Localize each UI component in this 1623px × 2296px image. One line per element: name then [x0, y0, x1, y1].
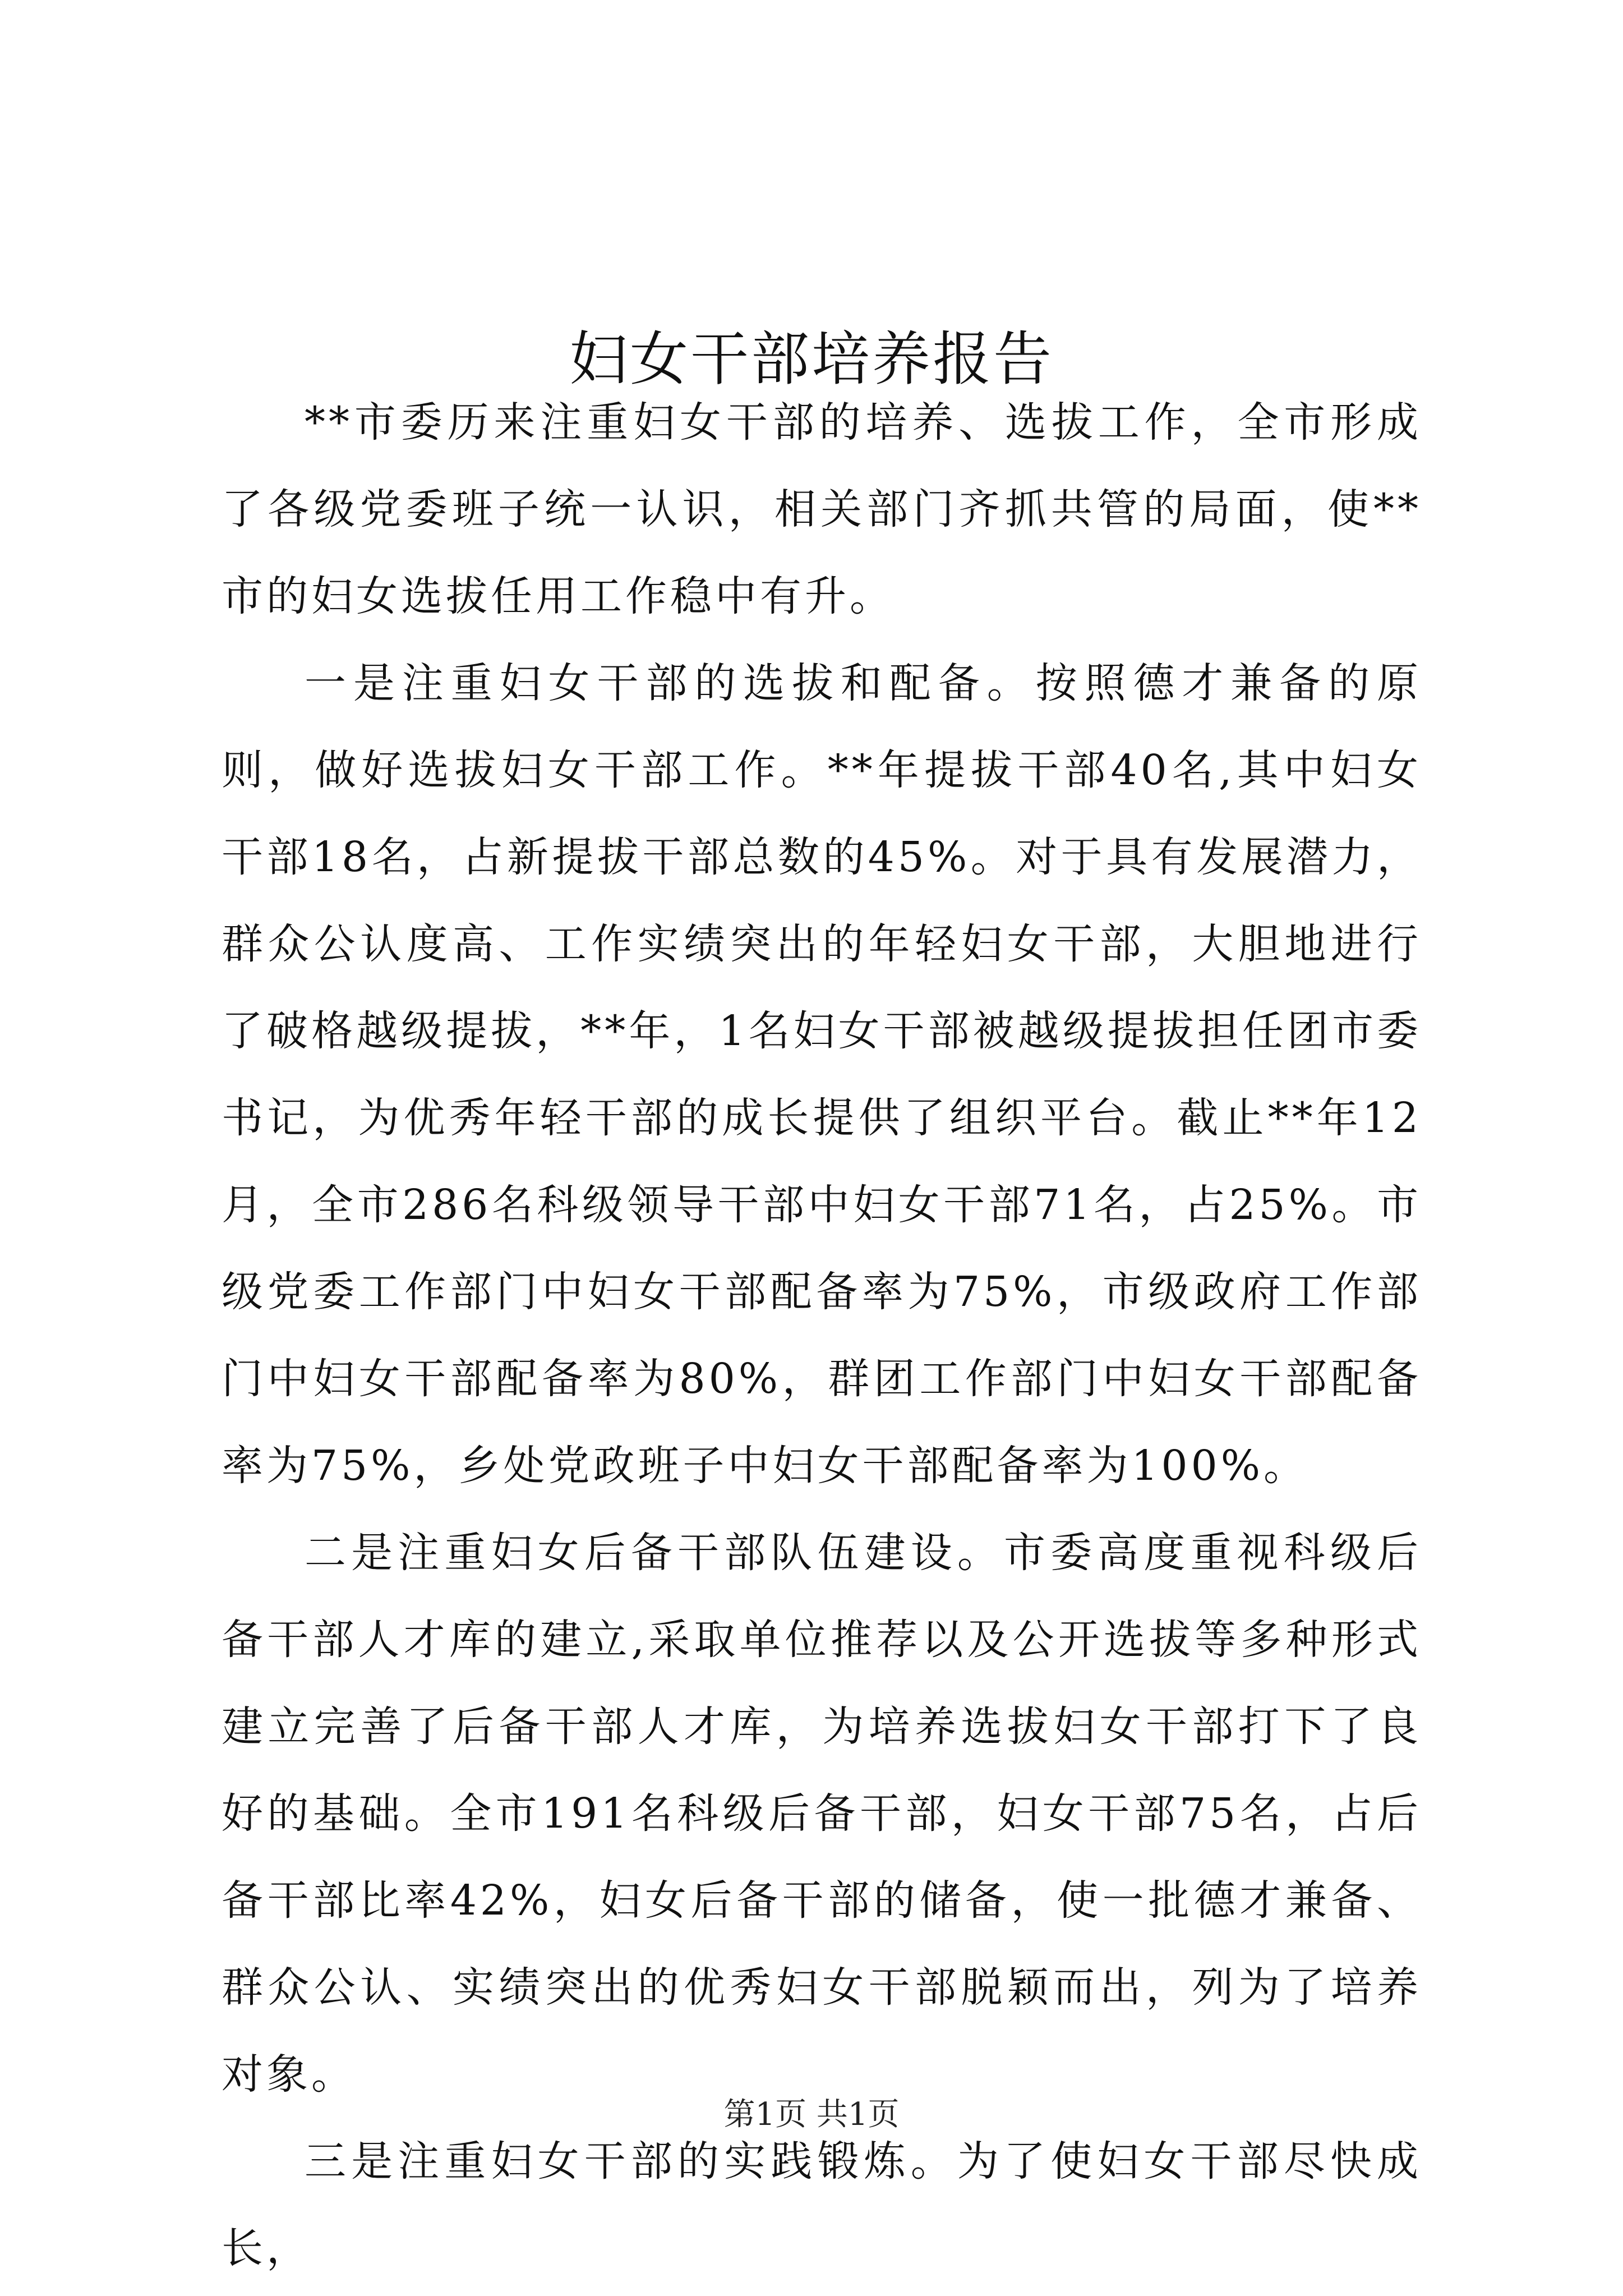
document-title: 妇女干部培养报告 [569, 324, 1054, 393]
document-body [222, 379, 1422, 2292]
page-number-footer: 第1页 共1页 [723, 2096, 900, 2133]
paragraph-reserve-cadres: 二是注重妇女后备干部队伍建设。市委高度重视科级后备干部人才库的建立,采取单位推荐以及公开选拔等多种形式建立完善了后备干部人才库，为培养选拔妇女干部打下了良好的基础。全市191名科级后备干部，妇女干部75名，占后备干部比率42%，妇女后备干部的储备，使一批德才兼备、群众公认、实绩突出的优秀妇女干部脱颖而出，列为了培养对象。 [222, 1529, 1422, 2099]
paragraph-practice: 三是注重妇女干部的实践锻炼。为了使妇女干部尽快成长， [222, 2137, 1422, 2272]
paragraph-intro: **市委历来注重妇女干部的培养、选拔工作，全市形成了各级党委班子统一认识，相关部门齐抓共管的局面，使**市的妇女选拔任用工作稳中有升。 [222, 398, 1422, 620]
paragraph-selection: 一是注重妇女干部的选拔和配备。按照德才兼备的原则，做好选拔妇女干部工作。**年提拔干部40名,其中妇女干部18名，占新提拔干部总数的45%。对于具有发展潜力，群众公认度高、工作实绩突出的年轻妇女干部，大胆地进行了破格越级提拔，**年，1名妇女干部被越级提拔担任团市委书记，为优秀年轻干部的成长提供了组织平台。截止**年12月，全市286名科级领导干部中妇女干部71名，占25%。市级党委工作部门中妇女干部配备率为75%，市级政府工作部门中妇女干部配备率为80%，群团工作部门中妇女干部配备率为75%，乡处党政班子中妇女干部配备率为100%。 [222, 659, 1422, 1490]
